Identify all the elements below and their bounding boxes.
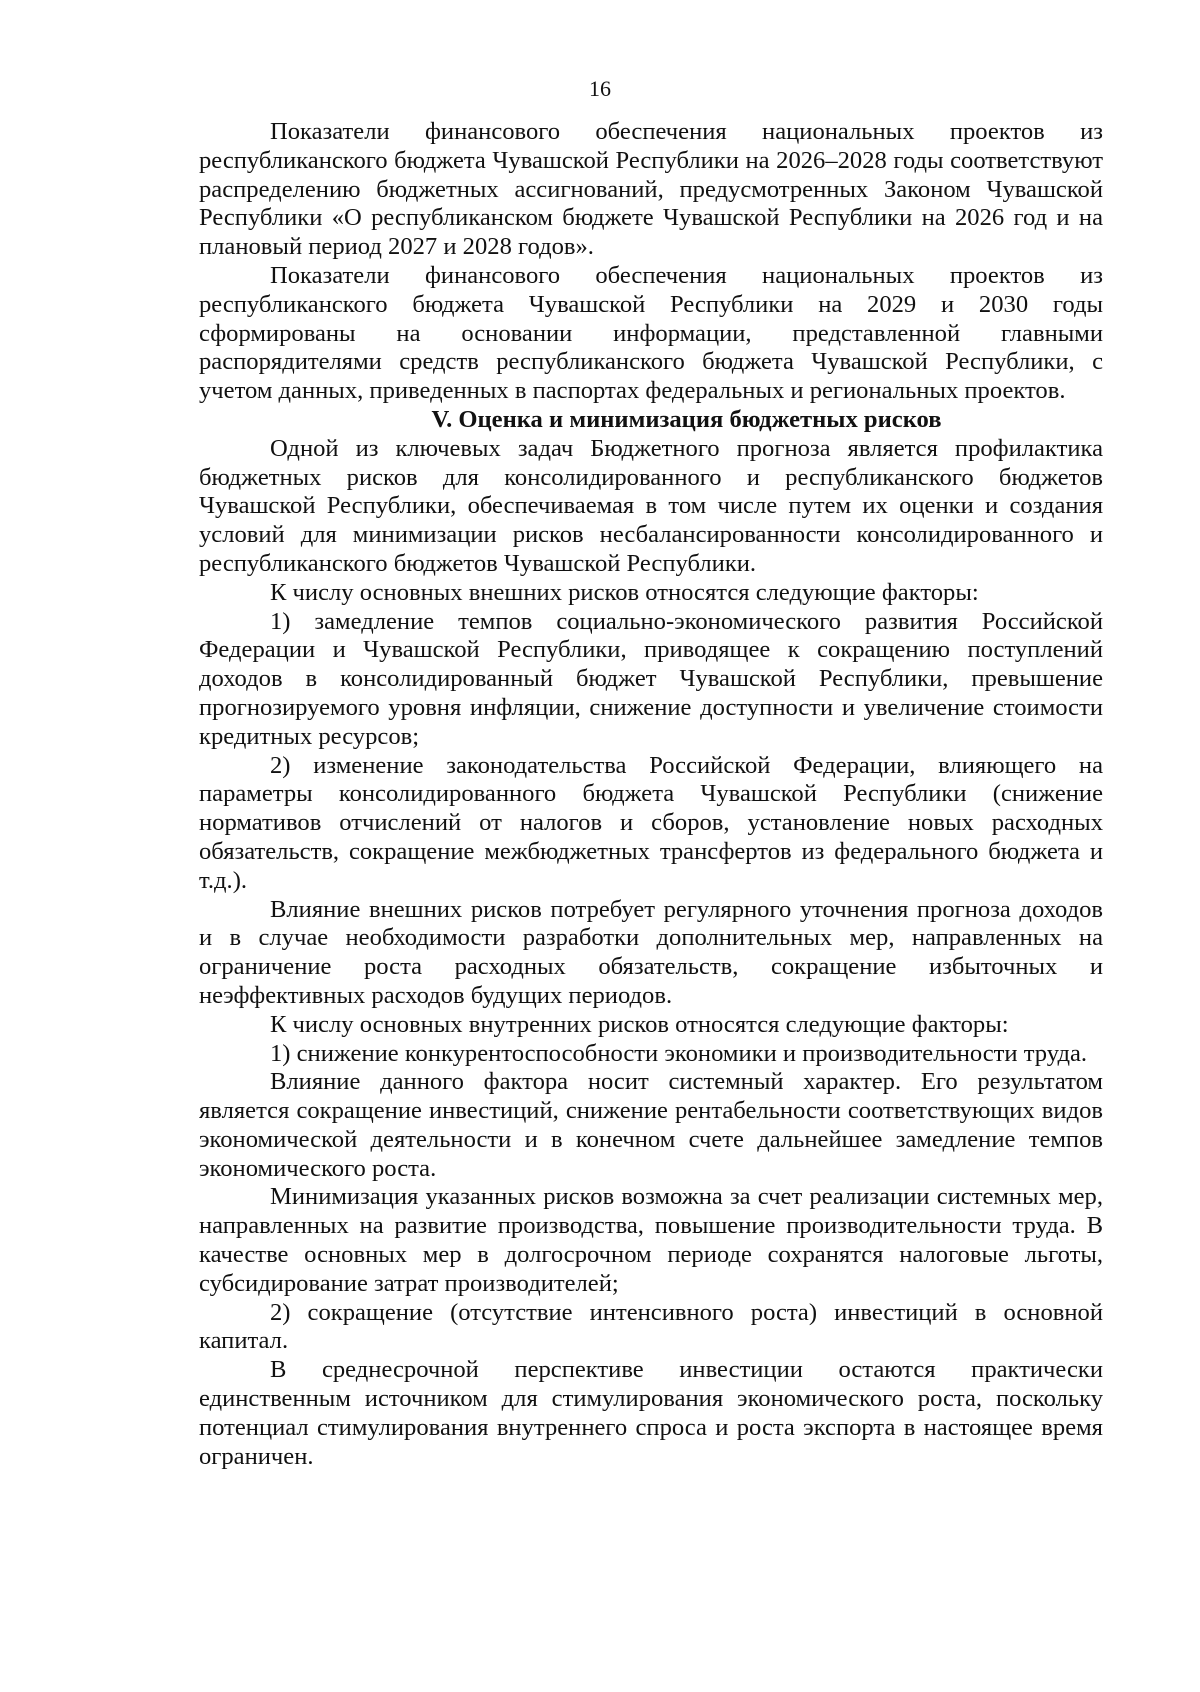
document-body: [199, 118, 1103, 1471]
list-item: 1) снижение конкурентоспособности экономики и производительности труда.: [270, 1039, 1088, 1067]
paragraph: Влияние данного фактора носит системный характер. Его результатом является сокращение инвестиций, снижение рентабельности соответствующих видов экономической деятельности и в конечном счете дальнейшее замедление темпов экономического роста.: [199, 1068, 1103, 1182]
paragraph: К числу основных внешних рисков относятся следующие факторы:: [270, 578, 979, 606]
paragraph: К числу основных внутренних рисков относятся следующие факторы:: [270, 1010, 1009, 1038]
list-item: 2) изменение законодательства Российской Федерации, влияющего на параметры консолидированного бюджета Чувашской Республики (снижение нормативов отчислений от налогов и сборов, установление новых расходных обязательств, сокращение межбюджетных трансфертов из федерального бюджета и т.д.).: [199, 751, 1103, 894]
section-heading: V. Оценка и минимизация бюджетных рисков: [431, 405, 942, 433]
list-item: 1) замедление темпов социально-экономического развития Российской Федерации и Чувашской Республики, приводящее к сокращению поступлений доходов в консолидированный бюджет Чувашской Республики, превышение прогнозируемого уровня инфляции, снижение доступности и увеличение стоимости кредитных ресурсов;: [199, 607, 1103, 750]
paragraph: Влияние внешних рисков потребует регулярного уточнения прогноза доходов и в случае необходимости разработки дополнительных мер, направленных на ограничение роста расходных обязательств, сокращение избыточных и неэффективных расходов будущих периодов.: [199, 895, 1103, 1009]
list-item: 2) сокращение (отсутствие интенсивного роста) инвестиций в основной капитал.: [199, 1298, 1103, 1355]
page-number: 16: [589, 76, 611, 101]
paragraph: Показатели финансового обеспечения национальных проектов из республиканского бюджета Чувашской Республики на 2026–2028 годы соответствуют распределению бюджетных ассигнований, предусмотренных Законом Чувашской Республики «О республиканском бюджете Чувашской Республики на 2026 год и на плановый период 2027 и 2028 годов».: [199, 118, 1103, 261]
paragraph: Показатели финансового обеспечения национальных проектов из республиканского бюджета Чувашской Республики на 2029 и 2030 годы сформированы на основании информации, представленной главными распорядителями средств республиканского бюджета Чувашской Республики, с учетом данных, приведенных в паспортах федеральных и региональных проектов.: [199, 261, 1103, 405]
paragraph: Одной из ключевых задач Бюджетного прогноза является профилактика бюджетных рисков для консолидированного и республиканского бюджетов Чувашской Республики, обеспечиваемая в том числе путем их оценки и создания условий для минимизации рисков несбалансированности консолидированного и республиканского бюджетов Чувашской Республики.: [199, 434, 1103, 577]
paragraph: Минимизация указанных рисков возможна за счет реализации системных мер, направленных на развитие производства, повышение производительности труда. В качестве основных мер в долгосрочном периоде сохранятся налоговые льготы, субсидирование затрат производителей;: [199, 1183, 1103, 1297]
paragraph: В среднесрочной перспективе инвестиции остаются практически единственным источником для стимулирования экономического роста, поскольку потенциал стимулирования внутреннего спроса и роста экспорта в настоящее время ограничен.: [199, 1356, 1103, 1470]
